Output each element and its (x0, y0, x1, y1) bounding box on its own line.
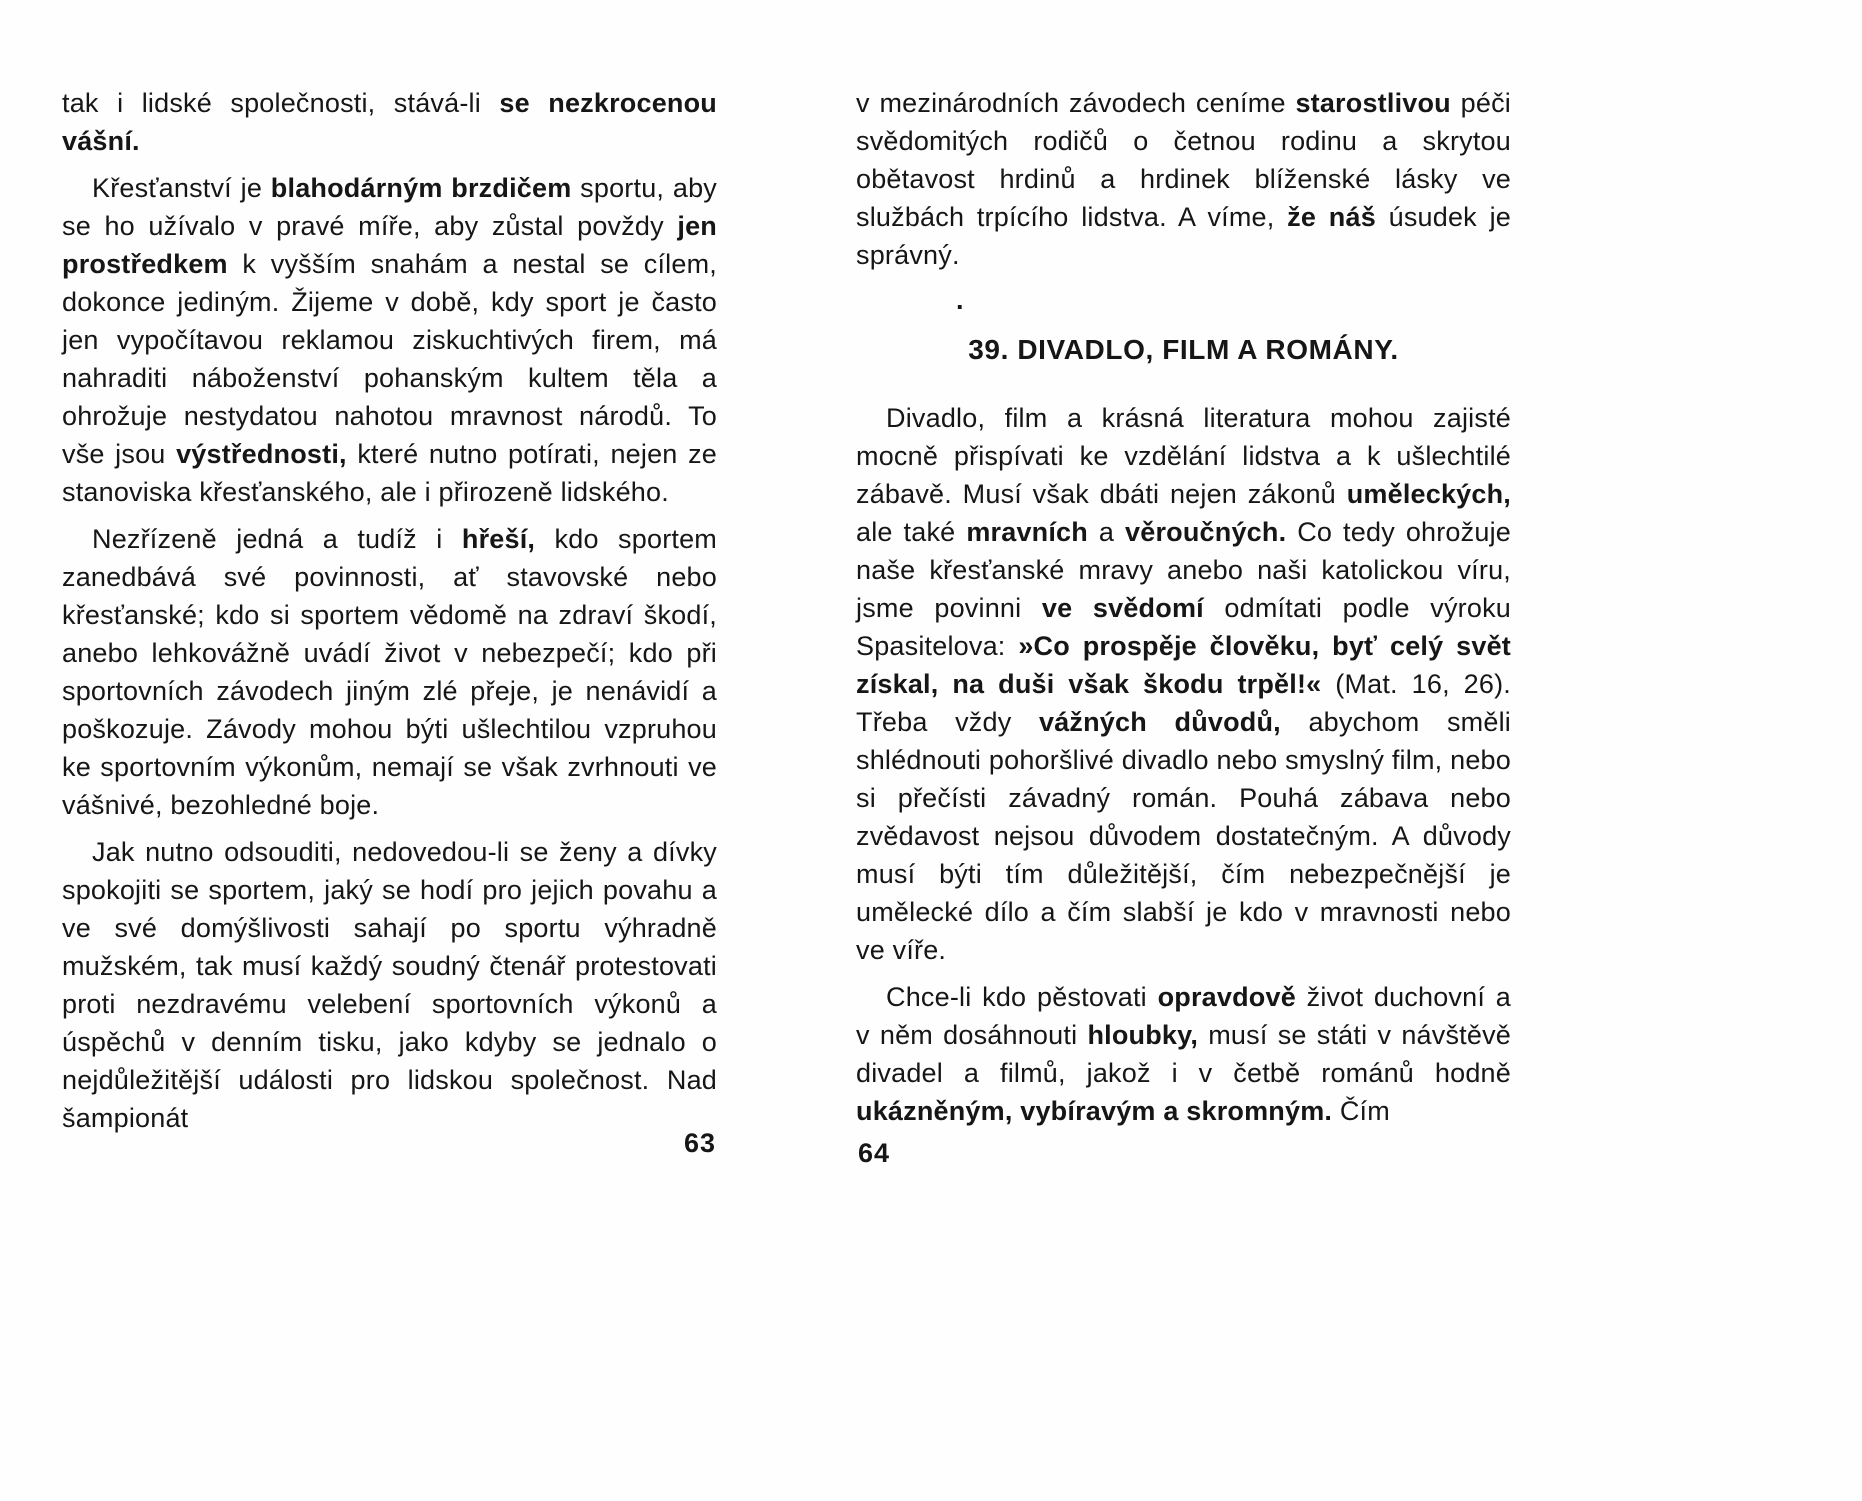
text-run: Divadlo, film a krásná literatura mohou zajisté mocně přispívati ke vzdělání lidstva a k ušlechtilé zábavě. Musí však dbáti nejen zákonů (856, 403, 1511, 509)
paragraph (62, 520, 717, 824)
bold-text-run: »Co prospěje člověku, byť celý svět získal, na duši však škodu trpěl!« (856, 631, 1511, 699)
text-run: úsudek je správný. (856, 202, 1511, 270)
bold-text-run: že náš (1287, 202, 1376, 232)
bold-text-run: ve svědomí (1041, 593, 1204, 623)
text-run: sportu, aby se ho užívalo v pravé míře, aby zůstal povždy (62, 173, 717, 241)
page-right-intro (856, 84, 1511, 274)
text-run: v mezinárodních závodech ceníme (856, 88, 1296, 118)
text-run: život duchovní a v něm dosáhnouti (856, 982, 1511, 1050)
section-heading: 39. DIVADLO, FILM A ROMÁNY. (968, 334, 1399, 365)
page-number-left: 63 (684, 1128, 717, 1158)
text-run: (Mat. 16, 26). Třeba vždy (856, 669, 1511, 737)
text-run: Jak nutno odsouditi, nedovedou-li se ženy a dívky spokojiti se sportem, jaký se hodí pro jejich povahu a ve své domýšlivosti sahají po sportu výhradně mužském, tak musí každý soudný čtenář protestovati proti nezdravému velebení sportovních výkonů a úspěchů v denním tisku, jako kdyby se jednalo o nejdůležitější události pro lidskou společnost. Nad šampionát (62, 837, 717, 1133)
bold-text-run: hřeší, (461, 524, 536, 554)
bold-text-run: blahodárným brzdičem (270, 173, 572, 203)
text-run: Chce-li kdo pěstovati (886, 982, 1158, 1012)
text-run: ale také (856, 517, 967, 547)
text-run: k vyšším snahám a nestal se cílem, dokonce jediným. Žijeme v době, kdy sport je často jen vypočítavou reklamou ziskuchtivých firem, má nahraditi náboženství pohanským kultem těla a ohrožuje nestydatou nahotou mravnost národů. To vše jsou (62, 249, 717, 469)
text-run: Křesťanství je (92, 173, 271, 203)
text-run: odmítati podle výroku Spasitelova: (856, 593, 1511, 661)
text-run: abychom směli shlédnouti pohoršlivé divadlo nebo smyslný film, nebo si přečísti závadný román. Pouhá zábava nebo zvědavost nejsou důvodem dostatečným. A důvody musí býti tím důležitější, čím nebezpečnější je umělecké dílo a čím slabší je kdo v mravnosti nebo ve víře. (856, 707, 1511, 965)
bold-text-run: věroučných. (1125, 517, 1287, 547)
bold-text-run: vážných důvodů, (1038, 707, 1281, 737)
page-number-right: 64 (858, 1138, 891, 1168)
paragraph (856, 978, 1511, 1130)
bold-text-run: opravdově (1157, 982, 1296, 1012)
text-run: Čím (1332, 1096, 1390, 1126)
text-run: které nutno potírati, nejen ze stanoviska křesťanského, ale i přirozeně lidského. (62, 439, 718, 507)
bold-text-run: uměleckých, (1346, 479, 1511, 509)
text-run: musí se státi v návštěvě divadel a filmů, jakož i v četbě románů hodně (856, 1020, 1511, 1088)
paragraph (856, 84, 1511, 274)
text-run: Co tedy ohrožuje naše křesťanské mravy anebo naši katolickou víru, jsme povinni (856, 517, 1511, 623)
bold-text-run: starostlivou (1295, 88, 1451, 118)
page-right-body (856, 399, 1511, 1130)
paragraph (62, 84, 717, 160)
text-run: Nezřízeně jedná a tudíž i (92, 524, 462, 554)
bold-text-run: ukázněným, vybíravým a skromným. (856, 1096, 1333, 1126)
text-run: kdo sportem zanedbává své povinnosti, ať stavovské nebo křesťanské; kdo si sportem vědomě na zdraví škodí, anebo lehkovážně uvádí život v nebezpečí; kdo při sportovních závodech jiným zlé přeje, je nenávidí a poškozuje. Závody mohou býti ušlechtilou vzpruhou ke sportovním výkonům, nemají se však zvrhnouti ve vášnivé, bezohledné boje. (62, 524, 717, 820)
text-run: tak i lidské společnosti, stává-li (62, 88, 500, 118)
bold-text-run: mravních (966, 517, 1088, 547)
bold-text-run: se nezkrocenou vášní. (62, 88, 718, 156)
paragraph (62, 833, 717, 1137)
text-run: a (1087, 517, 1126, 547)
bold-text-run: jen prostředkem (62, 211, 717, 279)
page-left-text-column (62, 84, 717, 1146)
page-right-text-column (856, 84, 1511, 1139)
section-separator: . (956, 285, 964, 315)
paragraph (62, 169, 717, 511)
bold-text-run: hloubky, (1087, 1020, 1199, 1050)
bold-text-run: výstřednosti, (176, 439, 347, 469)
paragraph (856, 399, 1511, 969)
text-run: péči svědomitých rodičů o četnou rodinu a skrytou obětavost hrdinů a hrdinek blíženské lásky ve službách trpícího lidstva. A víme, (856, 88, 1511, 232)
